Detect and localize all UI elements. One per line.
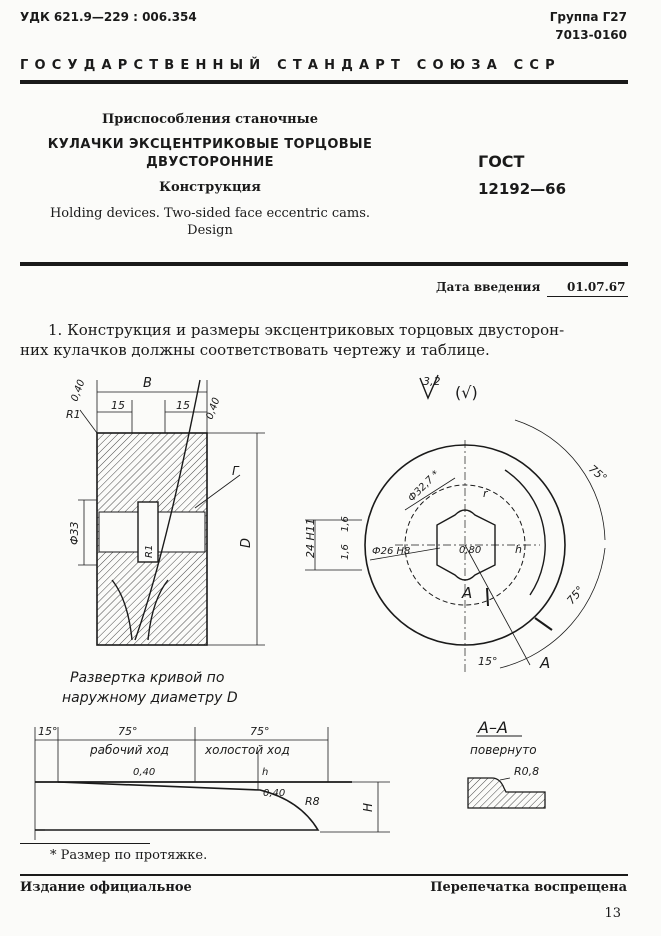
ra-040-left: 0,40 — [69, 378, 88, 404]
footer-official: Издание официальное — [20, 880, 192, 895]
section-title: A–A — [478, 718, 508, 737]
dev-ra-040-a: 0,40 — [133, 767, 156, 778]
sub-title: Конструкция — [159, 180, 261, 195]
tol-16-a: 1,6 — [340, 516, 351, 532]
category-title: Приспособления станочные — [101, 112, 318, 127]
udk-code: УДК 621.9—229 : 006.354 — [20, 10, 197, 24]
h-label: h — [515, 543, 522, 556]
roughness-32: 3,2 — [423, 375, 441, 388]
tol-16-b: 1,6 — [340, 544, 351, 560]
english-title-line1: Holding devices. Two-sided face eccentric cams. — [49, 206, 371, 221]
side-view — [78, 380, 265, 645]
section-rotated: повернуто — [470, 743, 537, 757]
section-a-right: A — [540, 654, 551, 672]
idle-stroke-label: холостой ход — [205, 743, 290, 757]
intro-date-underline — [547, 296, 628, 297]
work-stroke-label: рабочий ход — [90, 743, 169, 757]
top-rule — [20, 80, 628, 84]
r1-top: R1 — [66, 408, 81, 421]
dim-b: B — [143, 376, 152, 391]
section-aa-view — [468, 778, 545, 808]
page-number: 13 — [604, 906, 621, 921]
footer-no-reprint: Перепечатка воспрещена — [430, 880, 627, 895]
gamma-label: Г — [232, 464, 239, 478]
main-title-line1: КУЛАЧКИ ЭКСЦЕНТРИКОВЫЕ ТОРЦОВЫЕ — [47, 137, 373, 152]
r1-mid: R1 — [144, 544, 155, 558]
angle-15: 15° — [478, 655, 498, 668]
angle-75-right: 75° — [564, 583, 587, 607]
development-caption-line2: наружному диаметру D — [62, 690, 238, 706]
technical-drawing — [0, 360, 661, 845]
phi26h8: Ф26 H8 — [372, 546, 411, 557]
intro-date-value: 01.07.67 — [567, 280, 626, 294]
state-standard-banner: ГОСУДАРСТВЕННЫЙ СТАНДАРТ СОЮЗА ССР — [20, 58, 561, 73]
footnote: * Размер по протяжке. — [50, 848, 208, 863]
dim-24h11: 24 H11 — [304, 518, 317, 558]
ra-080: 0,80 — [459, 545, 482, 556]
roughness-check: (√) — [455, 383, 478, 402]
mid-rule — [20, 262, 628, 266]
phi33: Ф33 — [68, 521, 81, 545]
section-r08: R0,8 — [514, 765, 540, 778]
classifier-code: 7013-0160 — [555, 28, 627, 42]
dev-r8: R8 — [305, 795, 320, 808]
dev-deg-75-a: 75° — [118, 725, 138, 738]
dim-d: D — [239, 537, 254, 548]
dev-h-small: h — [262, 767, 269, 778]
footer-rule — [20, 874, 628, 876]
dim-15-right: 15 — [176, 399, 190, 412]
footnote-rule — [20, 843, 150, 844]
angle-75-top: 75° — [586, 462, 610, 485]
development-caption-line1: Развертка кривой по — [70, 670, 225, 686]
gost-label: ГОСТ — [478, 152, 525, 171]
r-label: r — [483, 487, 488, 500]
gost-number: 12192—66 — [478, 180, 567, 198]
paragraph-line2: них кулачков должны соответствовать чертежу и таблице. — [20, 341, 490, 359]
intro-date-label: Дата введения — [436, 280, 541, 294]
section-a-left: A — [462, 584, 473, 602]
dim-15-left: 15 — [111, 399, 125, 412]
phi327: Ф32,7 * — [406, 468, 442, 505]
paragraph-line1: 1. Конструкция и размеры эксцентриковых торцовых двусторон- — [48, 321, 565, 339]
dev-ra-040-b: 0,40 — [263, 788, 286, 799]
dev-deg-15: 15° — [38, 725, 58, 738]
ra-040-right: 0,40 — [204, 396, 223, 422]
group-code: Группа Г27 — [549, 10, 627, 24]
dev-deg-75-b: 75° — [250, 725, 270, 738]
dev-h-big: H — [361, 802, 375, 812]
english-title-line2: Design — [187, 223, 233, 238]
main-title-line2: ДВУСТОРОННИЕ — [146, 155, 274, 170]
